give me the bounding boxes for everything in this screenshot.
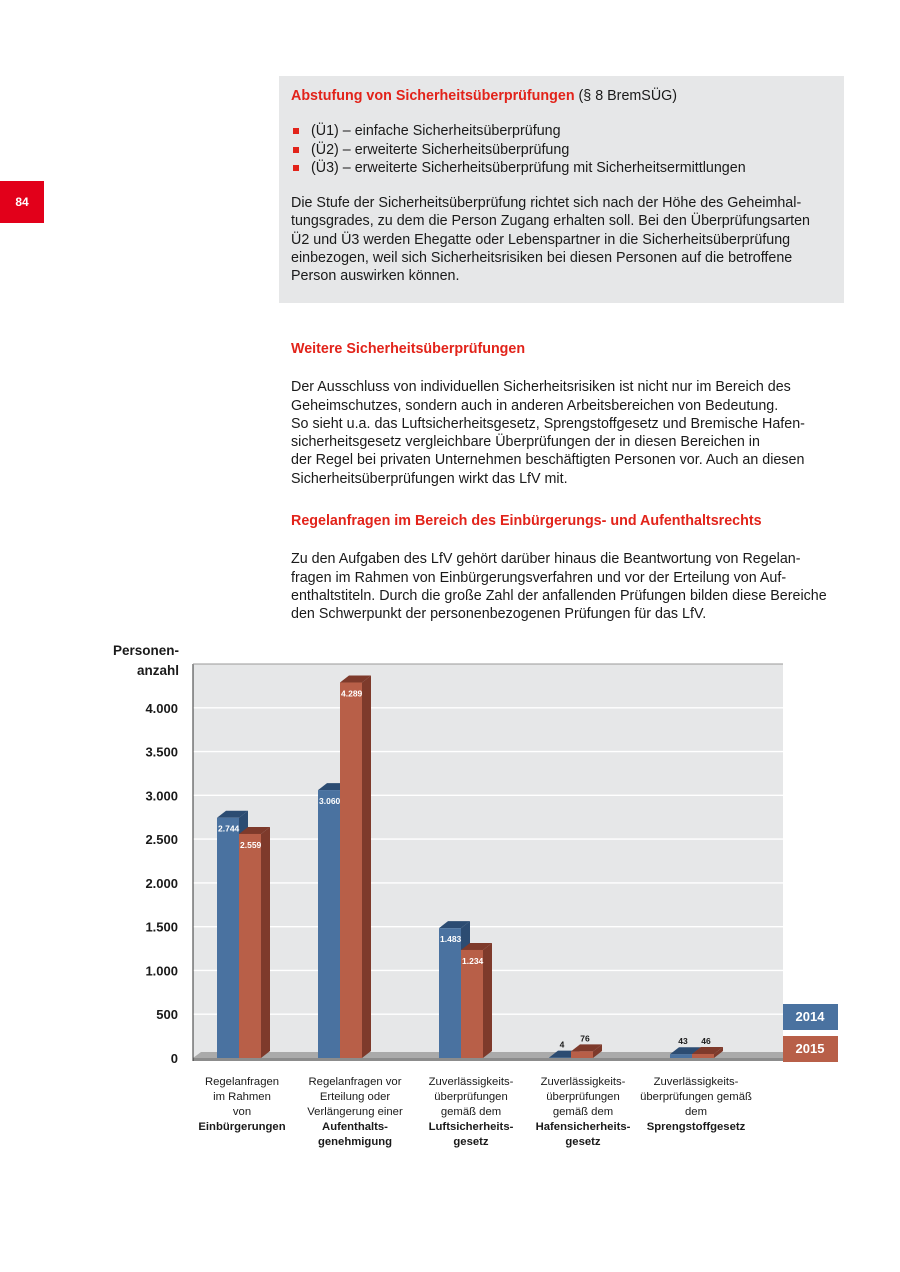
category-label: gesetz xyxy=(453,1136,489,1148)
square-bullet-icon xyxy=(293,165,299,171)
info-box-paragraph: Die Stufe der Sicherheitsüberprüfung richtet sich nach der Höhe des Geheimhal- tungsgrades, zu dem die Person Zugang erhalten soll. Bei den Überprüfungsarten Ü2 und Ü3 werden Ehegatte oder Lebenspartner in die Sicherheitsüberprüfung einbezogen, weil sich Sicherheitsrisiken bei diesen Personen auf die betroffene Person auswirken können. xyxy=(291,195,810,285)
category-label: überprüfungen xyxy=(546,1091,620,1103)
category-label: Hafensicherheits- xyxy=(535,1121,631,1133)
data-label: 4 xyxy=(559,1039,565,1050)
bar-2015 xyxy=(239,834,261,1058)
bar-2015 xyxy=(461,950,483,1058)
category-label: gesetz xyxy=(565,1136,601,1148)
category-label: Einbürgerungen xyxy=(198,1121,286,1133)
list-item: (Ü1) – einfache Sicherheitsüberprüfung xyxy=(291,122,832,140)
page-number: 84 xyxy=(0,181,44,223)
y-tick-label: 500 xyxy=(156,1007,178,1023)
y-tick-label: 2.500 xyxy=(145,832,178,848)
y-tick-label: 2.000 xyxy=(145,875,178,891)
data-label: 76 xyxy=(580,1033,590,1044)
bar-2015 xyxy=(571,1051,593,1058)
bar-2014 xyxy=(670,1054,692,1058)
bar-2014 xyxy=(439,928,461,1058)
info-box-heading-suffix: (§ 8 BremSÜG) xyxy=(574,88,678,104)
info-box-heading xyxy=(291,87,832,105)
section-paragraph: Zu den Aufgaben des LfV gehört darüber hinaus die Beantwortung von Regelan- fragen im Rahmen von Einbürgerungsverfahren und vor der Erteilung von Auf- enthaltstiteln. Durch die große Zahl der anfallenden Prüfungen bilden diese Bereiche den Schwerpunkt der personenbezogenen Prüfungen für das LfV. xyxy=(291,551,827,623)
section-heading: Weitere Sicherheitsüberprüfungen xyxy=(291,341,526,357)
chart-floor-edge xyxy=(193,1058,783,1061)
category-label: Verlängerung einer xyxy=(307,1106,403,1118)
y-tick-label: 4.000 xyxy=(145,700,178,716)
bar-side-2015 xyxy=(362,675,371,1058)
category-label: überprüfungen gemäß xyxy=(640,1091,752,1103)
square-bullet-icon xyxy=(293,128,299,134)
data-label: 43 xyxy=(678,1036,688,1047)
category-label: Regelanfragen xyxy=(204,1076,280,1088)
category-label: überprüfungen xyxy=(434,1091,508,1103)
bar-2015 xyxy=(340,682,362,1058)
bar-side-2015 xyxy=(261,827,270,1058)
data-label: 1.234 xyxy=(462,955,484,966)
category-label: Regelanfragen vor xyxy=(308,1076,402,1088)
category-label: dem xyxy=(685,1106,707,1118)
section-routine-inquiries xyxy=(291,512,839,623)
list-item: (Ü3) – erweiterte Sicherheitsüberprüfung mit Sicherheitsermittlungen xyxy=(291,159,832,177)
y-tick-label: 1.500 xyxy=(145,919,178,935)
category-label: Zuverlässigkeits- xyxy=(540,1076,626,1088)
bar-chart xyxy=(0,635,900,1175)
y-tick-label: 3.000 xyxy=(145,788,178,804)
category-label: im Rahmen xyxy=(213,1091,271,1103)
y-tick-label: 0 xyxy=(170,1051,178,1066)
check-level-list xyxy=(291,122,832,177)
category-label: gemäß dem xyxy=(552,1106,614,1118)
bar-2014 xyxy=(217,818,239,1058)
square-bullet-icon xyxy=(293,147,299,153)
data-label: 2.559 xyxy=(240,839,262,850)
data-label: 46 xyxy=(701,1035,711,1046)
bar-2015 xyxy=(692,1054,714,1058)
category-label: Zuverlässigkeits- xyxy=(428,1076,514,1088)
y-tick-label: 3.500 xyxy=(145,744,178,760)
list-item: (Ü2) – erweiterte Sicherheitsüberprüfung xyxy=(291,141,832,159)
chart-canvas xyxy=(0,635,900,1175)
category-label: genehmigung xyxy=(317,1136,393,1148)
category-label: Aufenthalts- xyxy=(322,1121,388,1133)
category-label: Erteilung oder xyxy=(319,1091,391,1103)
category-label: Sprengstoffgesetz xyxy=(646,1121,746,1133)
y-tick-label: 1.000 xyxy=(145,963,178,979)
info-box xyxy=(279,76,844,303)
data-label: 2.744 xyxy=(218,823,240,834)
legend-label: 2014 xyxy=(795,1009,825,1024)
bar-2014 xyxy=(318,790,340,1058)
category-label: Luftsicherheits- xyxy=(428,1121,514,1133)
y-axis-title: Personen- xyxy=(112,643,179,658)
info-box-heading-main: Abstufung von Sicherheitsüberprüfungen xyxy=(291,88,575,104)
section-paragraph: Der Ausschluss von individuellen Sicherheitsrisiken ist nicht nur im Bereich des Geheimschutzes, sondern auch in anderen Arbeitsbereichen von Bedeutung. So sieht u.a. das Luftsicherheitsgesetz, Sprengstoffgesetz und Bremische Hafen- sicherheitsgesetz vergleichbare Überprüfungen der in diesen Bereichen in der Regel bei privaten Unternehmen beschäftigten Personen vor. Auch an diesen Sicherheitsüberprüfungen wirkt das LfV mit. xyxy=(291,379,805,487)
data-label: 3.060 xyxy=(319,796,341,807)
category-label: gemäß dem xyxy=(440,1106,502,1118)
section-heading: Regelanfragen im Bereich des Einbürgerungs- und Aufenthaltsrechts xyxy=(291,513,762,529)
y-axis-title: anzahl xyxy=(136,663,179,678)
section-further-checks xyxy=(291,340,839,488)
category-label: Zuverlässigkeits- xyxy=(653,1076,739,1088)
data-label: 1.483 xyxy=(440,934,462,945)
bar-side-2015 xyxy=(483,943,492,1058)
legend-label: 2015 xyxy=(795,1041,825,1056)
data-label: 4.289 xyxy=(341,688,363,699)
category-label: von xyxy=(232,1106,252,1118)
